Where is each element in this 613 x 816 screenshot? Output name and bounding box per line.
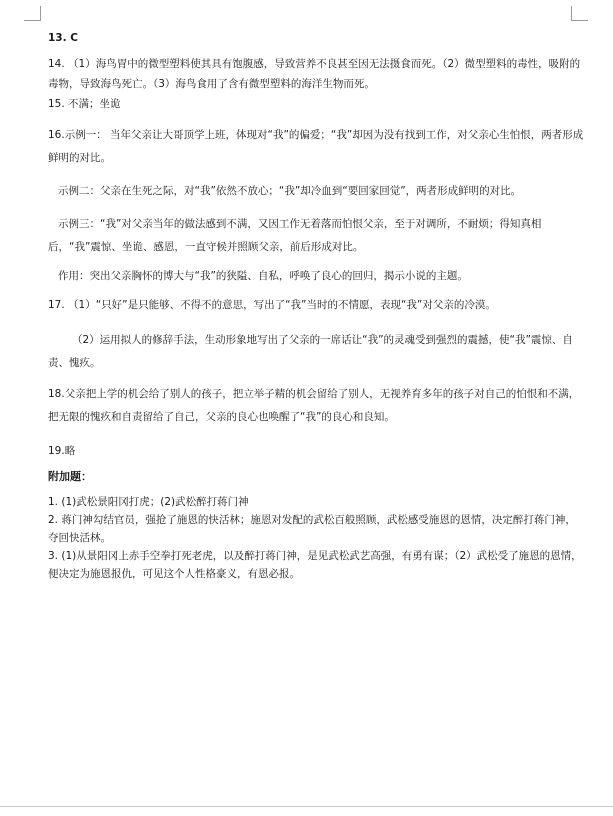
answer-17-part-2: （2）运用拟人的修辞手法，生动形象地写出了父亲的一席话让“我”的灵魂受到强烈的震撼，使“我”震惊、自责、愧疚。 — [48, 334, 573, 369]
answer-16-example-3: 示例三：“我”对父亲当年的做法感到不满，又因工作无着落而怕恨父亲，至于对调所，不耐烦；得知真相后，“我”震惊、坐诡、感恩，一直守候并照顾父亲，前后形成对比。 — [48, 218, 542, 253]
answer-16-role: 作用：突出父亲胸怀的博大与“我”的狭隘、自私，呼唤了良心的回归，揭示小说的主题。 — [58, 270, 468, 282]
answer-17-part-1: 17. （1）“只好”是只能够、不得不的意思，写出了“我”当时的不情愿，表现“我”对父亲的冷漠。 — [48, 299, 496, 311]
crop-mark-top-right — [571, 6, 588, 21]
answer-18: 18.父亲把上学的机会给了别人的孩子，把立举子精的机会留给了别人，无视养育多年的孩子对自己的怕恨和不满，把无限的愧疚和自责留给了自己，父亲的良心也唤醒了“我”的良心和良知。 — [48, 388, 580, 423]
answer-19: 19.略 — [48, 445, 76, 457]
appendix-answer-3: 3. (1)从景阳冈上赤手空拳打死老虎，以及醉打蒋门神，是见武松武艺高强，有勇有谋；（2）武松受了施恩的恩情，便决定为施恩报仇，可见这个人性格豪义，有恩必报。 — [48, 550, 582, 580]
appendix-answer-1: 1. (1)武松景阳冈打虎；(2)武松醉打蒋门神 — [48, 496, 249, 508]
appendix-answer-2: 2. 蒋门神勾结官员，强抢了施恩的快活林；施恩对发配的武松百般照顾，武松感受施恩的恩情，决定醉打蒋门神，夺回快活林。 — [48, 514, 576, 544]
page-bottom-edge — [0, 806, 613, 807]
appendix-heading: 附加题： — [48, 470, 92, 483]
answer-15: 15. 不满；坐诡 — [48, 98, 121, 110]
answer-14: 14. （1）海鸟胃中的微型塑料使其具有饱腹感，导致营养不良甚至因无法摄食而死。（2）微型塑料的毒性，吸附的毒物，导致海鸟死亡。（3）海鸟食用了含有微型塑料的海洋生物而死。 — [48, 58, 581, 90]
answer-document — [48, 28, 586, 583]
answer-16-example-1: 16.示例一： 当年父亲让大哥顶学上班，体现对“我”的偏爱；“我”却因为没有找到工作，对父亲心生怕恨，两者形成鲜明的对比。 — [48, 129, 584, 164]
answer-13: 13. C — [48, 32, 78, 44]
crop-mark-top-left — [24, 6, 41, 21]
answer-16-example-2: 示例二：父亲在生死之际，对“我”依然不放心；“我”却冷血到“要回家回觉”，两者形成鲜明的对比。 — [58, 185, 522, 197]
